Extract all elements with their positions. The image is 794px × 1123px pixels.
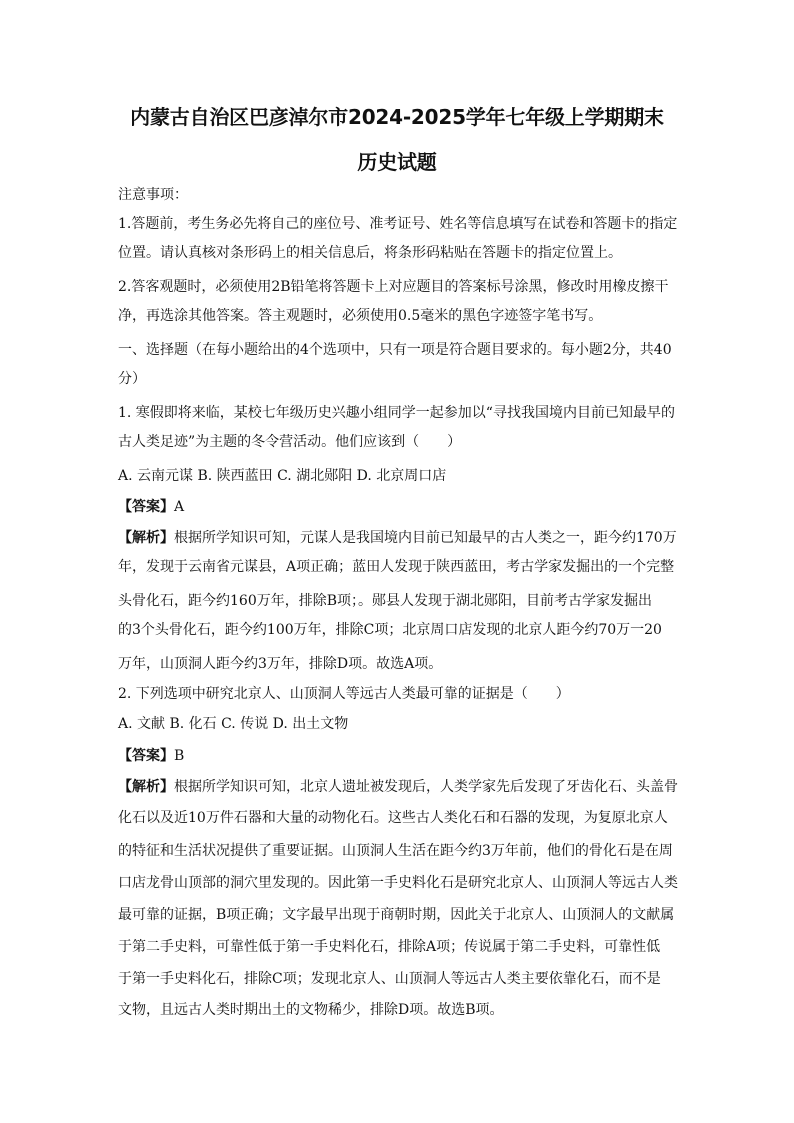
notice-item-1-line-1: 1.答题前，考生务必先将自己的座位号、准考证号、姓名等信息填写在试卷和答题卡的指定 [118,216,678,232]
answer-value: A [174,499,185,515]
analysis-label: 【解析】 [118,779,174,795]
analysis-text: 根据所学知识可知，元谋人是我国境内目前已知最早的古人类之一，距今约170万 [174,530,677,546]
document-subtitle: 历史试题 [357,150,437,174]
analysis-label: 【解析】 [118,530,174,546]
question-1-stem-line-2: 古人类足迹”为主题的冬令营活动。他们应该到（ ） [118,434,462,450]
notice-item-2-line-2: 净，再选涂其他答案。答主观题时，必须使用0.5毫米的黑色字迹签字笔书写。 [118,308,603,324]
question-1-analysis-line-3: 头骨化石，距今约160万年，排除B项；。郧县人发现于湖北郧阳，目前考古学家发掘出 [118,593,653,609]
question-2-analysis-line-4: 口店龙骨山顶部的洞穴里发现的。因此第一手史料化石是研究北京人、山顶洞人等远古人类 [118,875,678,891]
question-1-analysis-line-5: 万年，山顶洞人距今约3万年，排除D项。故选A项。 [118,656,443,672]
section-heading-line-1: 一、选择题（在每小题给出的4个选项中，只有一项是符合题目要求的。每小题2分，共40 [118,342,672,358]
document-title: 内蒙古自治区巴彦淖尔市2024-2025学年七年级上学期期末 [130,105,664,129]
question-1-options: A. 云南元谋 B. 陕西蓝田 C. 湖北郧阳 D. 北京周口店 [118,468,447,484]
question-2-options: A. 文献 B. 化石 C. 传说 D. 出土文物 [118,716,349,732]
section-heading-line-2: 分） [118,371,146,387]
question-2-answer [118,746,184,766]
answer-label: 【答案】 [118,499,174,515]
notice-item-2-line-1: 2.答客观题时，必须使用2B铅笔将答题卡上对应题目的答案标号涂黑，修改时用橡皮擦干 [118,279,669,295]
question-1-analysis-line-1 [118,528,677,548]
answer-value: B [174,748,185,764]
question-2-analysis-line-2: 化石以及近10万件石器和大量的动物化石。这些古人类化石和石器的发现，为复原北京人 [118,810,668,826]
question-2-analysis-line-6: 于第二手史料，可靠性低于第一手史料化石，排除A项；传说属于第二手史料，可靠性低 [118,939,661,955]
question-2-analysis-line-3: 的特征和生活状况提供了重要证据。山顶洞人生活在距今约3万年前，他们的骨化石是在周 [118,843,673,859]
answer-label: 【答案】 [118,748,174,764]
notice-heading: 注意事项： [118,187,188,203]
question-2-stem-line-1: 2. 下列选项中研究北京人、山顶洞人等远古人类最可靠的证据是（ ） [118,686,570,702]
question-2-analysis-line-5: 最可靠的证据，B项正确；文字最早出现于商朝时期，因此关于北京人、山顶洞人的文献属 [118,907,675,923]
question-1-analysis-line-2: 年，发现于云南省元谋县，A项正确；蓝田人发现于陕西蓝田，考古学家发掘出的一个完整 [118,559,675,575]
question-2-analysis-line-7: 于第一手史料化石，排除C项；发现北京人、山顶洞人等远古人类主要依靠化石，而不是 [118,971,661,987]
question-1-analysis-line-4: 的3个头骨化石，距今约100万年，排除C项；北京周口店发现的北京人距今约70万一20 [118,622,662,638]
analysis-text: 根据所学知识可知，北京人遗址被发现后，人类学家先后发现了牙齿化石、头盖骨 [174,779,678,795]
notice-item-1-line-2: 位置。请认真核对条形码上的相关信息后，将条形码粘贴在答题卡的指定位置上。 [118,245,622,261]
question-1-stem-line-1: 1. 寒假即将来临，某校七年级历史兴趣小组同学一起参加以“寻找我国境内目前已知最早的 [118,405,675,421]
question-1-answer [118,497,184,517]
question-2-analysis-line-1 [118,777,678,797]
question-2-analysis-line-8: 文物，且远古人类时期出土的文物稀少，排除D项。故选B项。 [118,1002,504,1018]
